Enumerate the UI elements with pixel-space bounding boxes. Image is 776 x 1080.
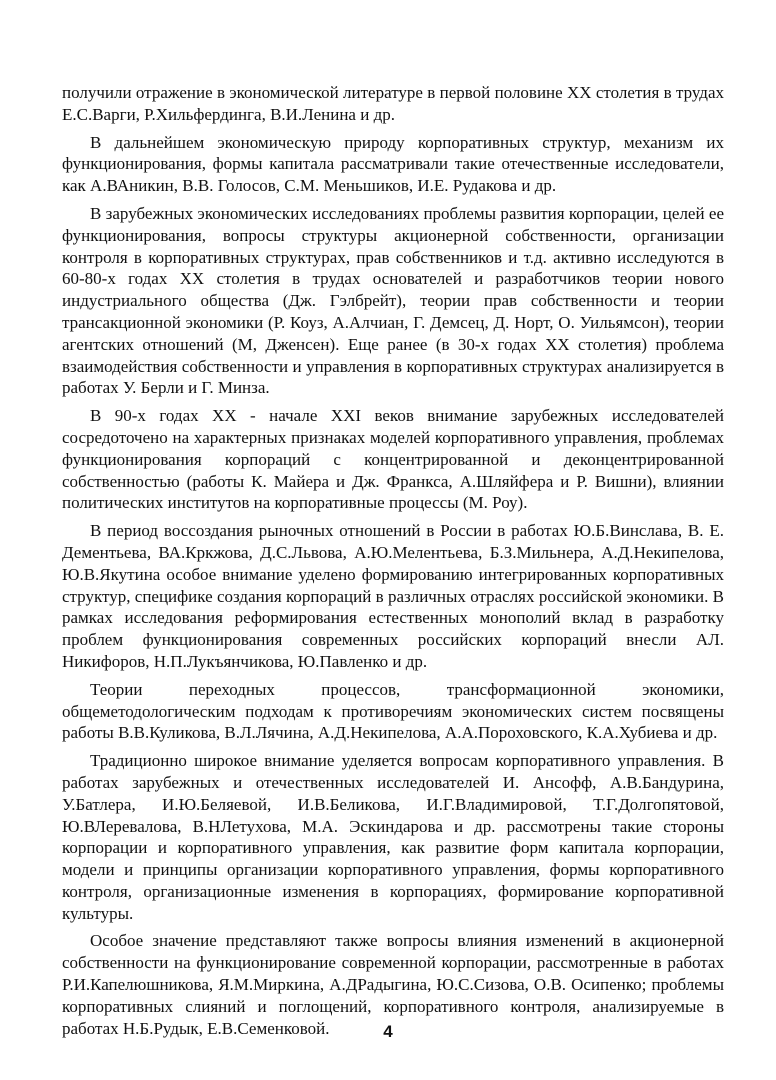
paragraph: Традиционно широкое внимание уделяется вопросам корпоративного управления. В работах зарубежных и отечественных исследователей И. Ансофф, А.В.Бандурина, У.Батлера, И.Ю.Беляевой, И.В.Беликова, И.Г.Владимировой, Т.Г.Долгопятовой, Ю.ВЛеревалова, В.НЛетухова, М.А. Эскиндарова и др. рассмотрены такие стороны корпорации и корпоративного управления, как развитие форм капитала корпорации, модели и принципы организации корпоративного управления, формы корпоративного контроля, организационные изменения в корпорациях, формирование корпоративной культуры. — [62, 751, 724, 923]
paragraph: В 90-х годах XX - начале XXI веков внимание зарубежных исследователей сосредоточено на характерных признаках моделей корпоративного управления, проблемах функционирования корпораций с концентрированной и деконцентрированной собственностью (работы К. Майера и Дж. Франкса, А.Шляйфера и Р. Вишни), влиянии политических институтов на корпоративные процессы (М. Роу). — [62, 406, 724, 513]
paragraph: В период воссоздания рыночных отношений в России в работах Ю.Б.Винслава, В. Е. Дементьева, ВА.Кркжова, Д.С.Львова, А.Ю.Мелентьева, Б.З.Мильнера, А.Д.Некипелова, Ю.В.Якутина особое внимание уделено формированию интегрированных корпоративных структур, специфике создания корпораций в различных отраслях российской экономики. В рамках исследования реформирования естественных монополий вклад в разработку проблем функционирования современных российских корпораций внесли АЛ. Никифоров, Н.П.Лукъянчикова, Ю.Павленко и др. — [62, 521, 724, 671]
paragraph: получили отражение в экономической литературе в первой половине XX столетия в трудах Е.С.Варги, Р.Хильфердинга, В.И.Ленина и др. — [62, 83, 724, 124]
paragraph: В дальнейшем экономическую природу корпоративных структур, механизм их функционирования, формы капитала рассматривали такие отечественные исследователи, как А.ВАникин, В.В. Голосов, С.М. Меньшиков, И.Е. Рудакова и др. — [62, 132, 724, 196]
page-number: 4 — [383, 1022, 393, 1041]
page-body — [62, 82, 724, 1045]
paragraph: В зарубежных экономических исследованиях проблемы развития корпорации, целей ее функционирования, вопросы структуры акционерной собственности, организации контроля в корпоративных структурах, прав собственников и т.д. активно исследуются в 60-80-х годах XX столетия в трудах основателей и разработчиков теории нового индустриального общества (Дж. Гэлбрейт), теории прав собственности и теории трансакционной экономики (Р. Коуз, А.Алчиан, Г. Демсец, Д. Норт, О. Уильямсон), теории агентских отношений (М, Дженсен). Еще ранее (в 30-х годах XX столетия) проблема взаимодействия собственности и управления в корпоративных структурах анализируется в работах У. Берли и Г. Минза. — [62, 203, 724, 398]
paragraph: Теории переходных процессов, трансформационной экономики, общеметодологическим подходам к противоречиям экономических систем посвящены работы В.В.Куликова, В.Л.Лячина, А.Д.Некипелова, А.А.Пороховского, К.А.Хубиева и др. — [62, 679, 724, 743]
paragraph: Особое значение представляют также вопросы влияния изменений в акционерной собственности на функционирование современной корпорации, рассмотренные в работах Р.И.Капелюшникова, Я.М.Миркина, А.ДРадыгина, Ю.С.Сизова, О.В. Осипенко; проблемы корпоративных слияний и поглощений, корпоративного контроля, анализируемые в работах Н.Б.Рудык, Е.В.Семенковой. — [62, 931, 724, 1038]
